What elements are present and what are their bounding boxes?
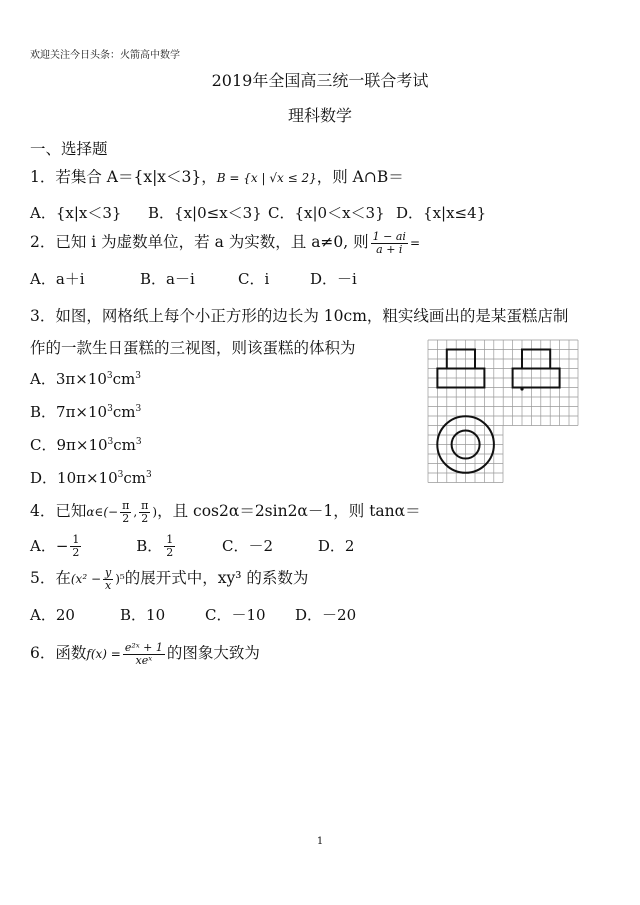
q2-option-a: A．a＋i — [30, 270, 85, 288]
q4-opt-a-sign: − — [55, 536, 69, 555]
q4-cond-a: α∈(− — [86, 505, 119, 519]
q4-frac1-den: 2 — [122, 511, 130, 525]
q5-frac-den: x — [105, 578, 112, 592]
q3-opt-unit: cm — [112, 370, 136, 388]
q3-option-b — [30, 401, 141, 422]
q1-prefix: 1．若集合 A＝{x|x＜3}， — [30, 168, 217, 186]
q4-prefix: 4．已知 — [30, 502, 87, 520]
q3-opt-exp: 3 — [117, 470, 124, 480]
q4-opt-a-num: 1 — [72, 533, 80, 546]
q4-opt-b-num: 1 — [166, 533, 174, 546]
q4-opt-b-label: B． — [136, 536, 163, 555]
q2-suffix: = — [409, 236, 420, 250]
q2-option-d: D．－i — [310, 270, 357, 288]
q3-opt-label: D． — [30, 469, 58, 487]
q4-option-b — [136, 533, 177, 559]
q3-opt-unit: cm — [123, 469, 146, 487]
question-6 — [30, 641, 260, 667]
side-view — [513, 350, 560, 388]
q2-frac-den: a + i — [376, 242, 403, 256]
page-title: 2019年全国高三统一联合考试 — [211, 71, 429, 90]
front-view — [437, 350, 484, 388]
q4-options — [30, 534, 354, 559]
q6-frac-den: xeˣ — [135, 653, 153, 667]
q5-option-d: D．－20 — [295, 606, 357, 624]
q3-opt-exp: 3 — [107, 404, 113, 414]
question-5 — [30, 566, 308, 592]
q4-opt-a-label: A． — [30, 536, 56, 555]
q4-frac2-num: π — [141, 498, 149, 512]
q4-opt-a-frac — [70, 534, 81, 559]
q3-option-a — [30, 368, 141, 389]
q5-option-c: C．－10 — [205, 606, 266, 624]
q5-expr-a: (x² − — [70, 572, 102, 586]
question-4 — [30, 499, 421, 525]
q3-opt-unit: cm — [113, 436, 136, 454]
q4-option-c: C．－2 — [222, 536, 274, 555]
q4-option-d: D．2 — [317, 536, 355, 555]
q6-fx: f(x) = — [86, 647, 121, 661]
q1-option-b: B．{x|0≤x＜3} — [148, 204, 262, 222]
q1-suffix: ，则 A∩B＝ — [316, 168, 404, 186]
q3-opt-coef: 9π×10 — [56, 436, 108, 454]
q3-opt-coef: 7π×10 — [56, 403, 108, 421]
q6-prefix: 6．函数 — [30, 644, 87, 662]
q3-option-d — [30, 467, 152, 488]
q4-frac2-den: 2 — [141, 511, 149, 525]
q5-suffix: 的展开式中，xy³ 的系数为 — [124, 569, 309, 587]
q6-suffix: 的图象大致为 — [166, 644, 260, 662]
q2-prefix: 2．已知 i 为虚数单位，若 a 为实数，且 a≠0, 则 — [30, 233, 369, 251]
q4-frac1-num: π — [122, 498, 130, 512]
q2-frac-num: 1 − ai — [372, 229, 406, 243]
page-subtitle: 理科数学 — [287, 106, 352, 125]
q4-frac-2 — [139, 500, 150, 525]
q3-opt-exp: 3 — [106, 371, 113, 381]
q4-opt-b-frac — [164, 534, 175, 559]
q4-option-a — [30, 533, 83, 559]
q1-option-d: D．{x|x≤4} — [396, 204, 487, 222]
q3-opt-unit-exp: 3 — [135, 437, 142, 447]
q5-fraction — [103, 567, 113, 592]
q3-opt-unit-exp: 3 — [135, 404, 142, 414]
q4-cond-b: ) — [152, 505, 158, 519]
q3-opt-unit: cm — [112, 403, 136, 421]
q3-opt-label: A． — [30, 370, 56, 388]
question-2 — [30, 230, 420, 256]
q3-opt-label: B． — [30, 403, 57, 421]
q5-expr-b: )⁵ — [115, 572, 125, 586]
q5-option-a: A．20 — [30, 606, 75, 624]
q4-comma: , — [133, 505, 138, 519]
page-number: 1 — [316, 836, 324, 847]
q3-line-1: 3．如图，网格纸上每个小正方形的边长为 10cm，粗实线画出的是某蛋糕店制 — [30, 307, 569, 325]
q4-suffix: ，且 cos2α＝2sin2α－1，则 tanα＝ — [157, 502, 421, 520]
q2-fraction — [371, 231, 408, 256]
dot-mark — [520, 387, 523, 390]
q5-frac-num: y — [105, 565, 112, 579]
q2-option-b: B．a－i — [140, 270, 195, 288]
q4-opt-a-den: 2 — [72, 546, 80, 559]
section-label: 一、选择题 — [30, 140, 108, 158]
q5-option-b: B．10 — [120, 606, 166, 624]
three-view-figure — [420, 336, 584, 486]
q1-set-b: B = {x | √x ≤ 2} — [216, 171, 317, 185]
q3-line-2: 作的一款生日蛋糕的三视图，则该蛋糕的体积为 — [30, 339, 356, 357]
figure-grid-top — [428, 340, 578, 426]
q3-opt-coef: 10π×10 — [57, 469, 118, 487]
q5-prefix: 5．在 — [30, 569, 71, 587]
q3-opt-exp: 3 — [107, 437, 114, 447]
header-note: 欢迎关注今日头条：火箭高中数学 — [30, 50, 180, 61]
q1-option-c: C．{x|0＜x＜3} — [268, 204, 385, 222]
q3-opt-coef: 3π×10 — [55, 370, 107, 388]
q2-option-c: C．i — [238, 270, 270, 288]
q3-opt-unit-exp: 3 — [135, 371, 141, 381]
q4-opt-b-den: 2 — [166, 546, 174, 559]
q4-frac-1 — [120, 500, 131, 525]
q6-frac-num: e²ˣ + 1 — [124, 640, 163, 654]
q6-fraction — [123, 642, 165, 667]
q3-option-c — [30, 434, 142, 455]
q3-opt-unit-exp: 3 — [146, 470, 152, 480]
question-1 — [30, 165, 404, 187]
q3-opt-label: C． — [30, 436, 57, 454]
q1-option-a: A．{x|x＜3} — [30, 204, 122, 222]
